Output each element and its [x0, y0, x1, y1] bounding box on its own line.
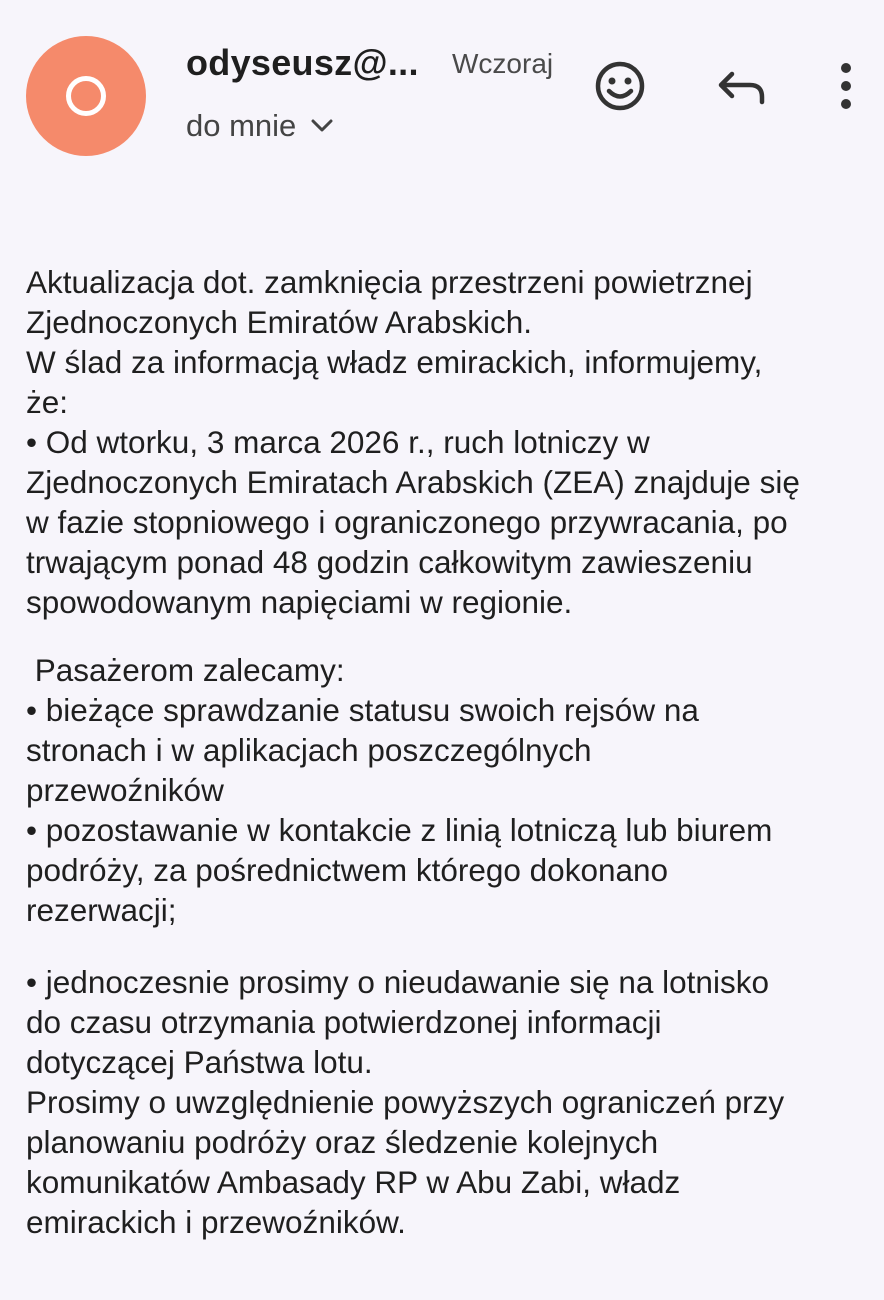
- more-vert-icon: [836, 58, 856, 119]
- message-header: [0, 0, 884, 180]
- body-line: dotyczącej Państwa lotu.: [26, 1044, 373, 1080]
- body-line: komunikatów Ambasady RP w Abu Zabi, władz: [26, 1164, 681, 1200]
- reply-icon: [714, 58, 770, 119]
- body-line: • Od wtorku, 3 marca 2026 r., ruch lotniczy w: [26, 424, 650, 460]
- message-date: Wczoraj: [452, 48, 554, 79]
- recipient-toggle[interactable]: [186, 108, 334, 144]
- body-line: Zjednoczonych Emiratów Arabskich.: [26, 304, 532, 340]
- body-line: przewoźników: [26, 772, 224, 808]
- body-line: Aktualizacja dot. zamknięcia przestrzeni powietrznej: [26, 264, 753, 300]
- body-line: podróży, za pośrednictwem którego dokonano: [26, 852, 669, 888]
- sender-avatar[interactable]: [26, 36, 146, 156]
- more-options-button[interactable]: [816, 58, 876, 118]
- add-reaction-icon: [592, 58, 648, 119]
- body-line: do czasu otrzymania potwierdzonej informacji: [26, 1004, 662, 1040]
- body-line: Zjednoczonych Emiratach Arabskich (ZEA) znajduje się: [26, 464, 800, 500]
- recipient-label: do mnie: [186, 108, 297, 143]
- message-body: [26, 262, 866, 1242]
- body-line: że:: [26, 384, 69, 420]
- body-line: emirackich i przewoźników.: [26, 1204, 406, 1240]
- body-line: Prosimy o uwzględnienie powyższych ograniczeń przy: [26, 1084, 785, 1120]
- body-line: rezerwacji;: [26, 892, 177, 928]
- paragraph-gap: [26, 930, 866, 962]
- body-line: • pozostawanie w kontakcie z linią lotniczą lub biurem: [26, 812, 773, 848]
- body-line: planowaniu podróży oraz śledzenie kolejnych: [26, 1124, 659, 1160]
- reply-button[interactable]: [712, 58, 772, 118]
- body-line: • bieżące sprawdzanie statusu swoich rejsów na: [26, 692, 699, 728]
- body-line: • jednoczesnie prosimy o nieudawanie się na lotnisko: [26, 964, 769, 1000]
- avatar-letter: [66, 76, 106, 116]
- body-line: spowodowanym napięciami w regionie.: [26, 584, 573, 620]
- paragraph-gap: [26, 622, 866, 650]
- add-reaction-button[interactable]: [590, 58, 650, 118]
- body-line: Pasażerom zalecamy:: [26, 652, 345, 688]
- chevron-down-icon: [310, 118, 334, 134]
- sender-name[interactable]: odyseusz@...: [186, 42, 419, 83]
- body-line: w fazie stopniowego i ograniczonego przywracania, po: [26, 504, 788, 540]
- body-line: W ślad za informacją władz emirackich, informujemy,: [26, 344, 763, 380]
- body-line: stronach i w aplikacjach poszczególnych: [26, 732, 592, 768]
- body-line: trwającym ponad 48 godzin całkowitym zawieszeniu: [26, 544, 753, 580]
